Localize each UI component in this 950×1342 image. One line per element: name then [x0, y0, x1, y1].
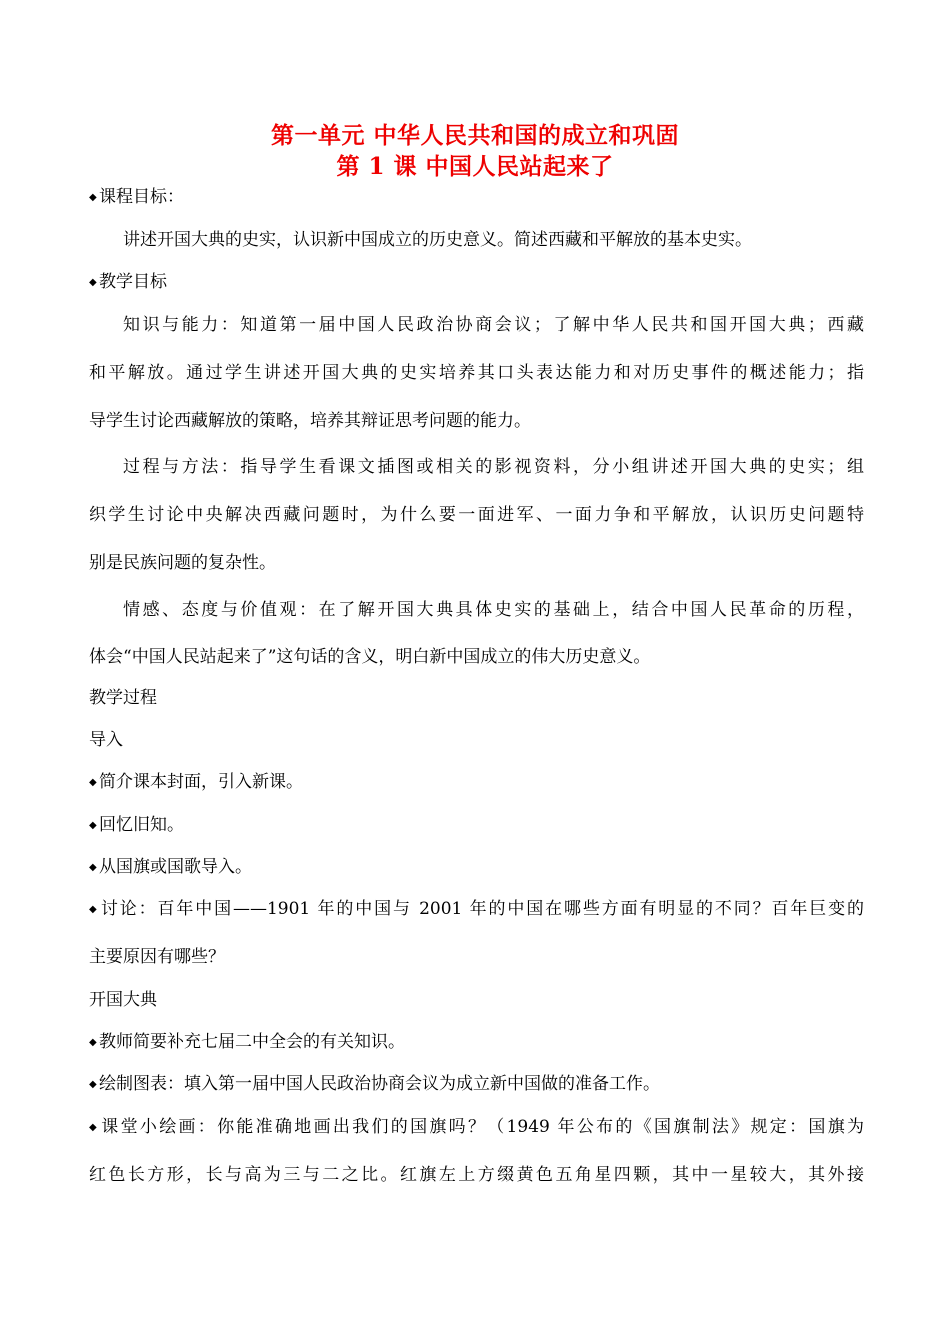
paragraph-line: 体会“中国人民站起来了”这句话的含义，明白新中国成立的伟大历史意义。 — [89, 647, 651, 667]
section-heading-teaching-goals — [89, 270, 864, 295]
paragraph-line: 别是民族问题的复杂性。 — [89, 553, 276, 573]
list-item — [89, 770, 864, 795]
bullet-icon: ◆ — [89, 1122, 97, 1133]
list-item — [89, 1115, 864, 1140]
paragraph-line: 主要原因有哪些？ — [89, 947, 225, 967]
list-item-text: 讨论：百年中国——1901 年的中国与 2001 年的中国在哪些方面有明显的不同？百年巨变的 — [99, 899, 864, 919]
heading-text: 教学目标 — [99, 272, 167, 292]
list-item-text: 从国旗或国歌导入。 — [99, 857, 252, 877]
list-item-text: 课堂小绘画：你能准确地画出我们的国旗吗？（1949 年公布的《国旗制法》规定：国旗为 — [99, 1117, 864, 1137]
list-item-text: 回忆旧知。 — [99, 815, 184, 835]
bullet-icon: ◆ — [89, 820, 97, 831]
list-item — [89, 1072, 864, 1097]
bullet-icon: ◆ — [89, 1079, 97, 1090]
section-heading-teaching-process: 教学过程 — [89, 688, 157, 708]
list-item-text: 简介课本封面，引入新课。 — [99, 772, 303, 792]
list-item — [89, 897, 864, 922]
paragraph-line: 和平解放。通过学生讲述开国大典的史实培养其口头表达能力和对历史事件的概述能力；指 — [89, 363, 864, 383]
bullet-icon: ◆ — [89, 1037, 97, 1048]
unit-title: 第一单元 中华人民共和国的成立和巩固 — [270, 122, 679, 149]
paragraph-line: 情感、态度与价值观：在了解开国大典具体史实的基础上，结合中国人民革命的历程， — [123, 600, 864, 620]
paragraph-line: 导学生讨论西藏解放的策略，培养其辩证思考问题的能力。 — [89, 411, 531, 431]
bullet-icon: ◆ — [89, 777, 97, 788]
paragraph-line: 织学生讨论中央解决西藏问题时，为什么要一面进军、一面力争和平解放，认识历史问题特 — [89, 505, 864, 525]
paragraph-line: 过程与方法：指导学生看课文插图或相关的影视资料，分小组讲述开国大典的史实；组 — [123, 457, 864, 477]
list-item — [89, 813, 864, 838]
bullet-icon: ◆ — [89, 862, 97, 873]
subsection-heading-intro: 导入 — [89, 730, 123, 750]
list-item — [89, 855, 864, 880]
heading-text: 课程目标： — [99, 187, 184, 207]
bullet-icon: ◆ — [89, 192, 97, 203]
section-heading-course-goals — [89, 185, 864, 210]
list-item-text: 绘制图表：填入第一届中国人民政治协商会议为成立新中国做的准备工作。 — [99, 1074, 660, 1094]
paragraph-line: 讲述开国大典的史实，认识新中国成立的历史意义。简述西藏和平解放的基本史实。 — [123, 230, 752, 250]
lesson-title: 第 1 课 中国人民站起来了 — [336, 153, 614, 180]
list-item — [89, 1030, 864, 1055]
subsection-heading-founding-ceremony: 开国大典 — [89, 990, 157, 1010]
list-item-text: 教师简要补充七届二中全会的有关知识。 — [99, 1032, 405, 1052]
bullet-icon: ◆ — [89, 277, 97, 288]
paragraph-line: 红色长方形，长与高为三与二之比。红旗左上方缀黄色五角星四颗，其中一星较大，其外接 — [89, 1165, 864, 1185]
paragraph-line: 知识与能力：知道第一届中国人民政治协商会议；了解中华人民共和国开国大典；西藏 — [123, 315, 864, 335]
bullet-icon: ◆ — [89, 904, 97, 915]
